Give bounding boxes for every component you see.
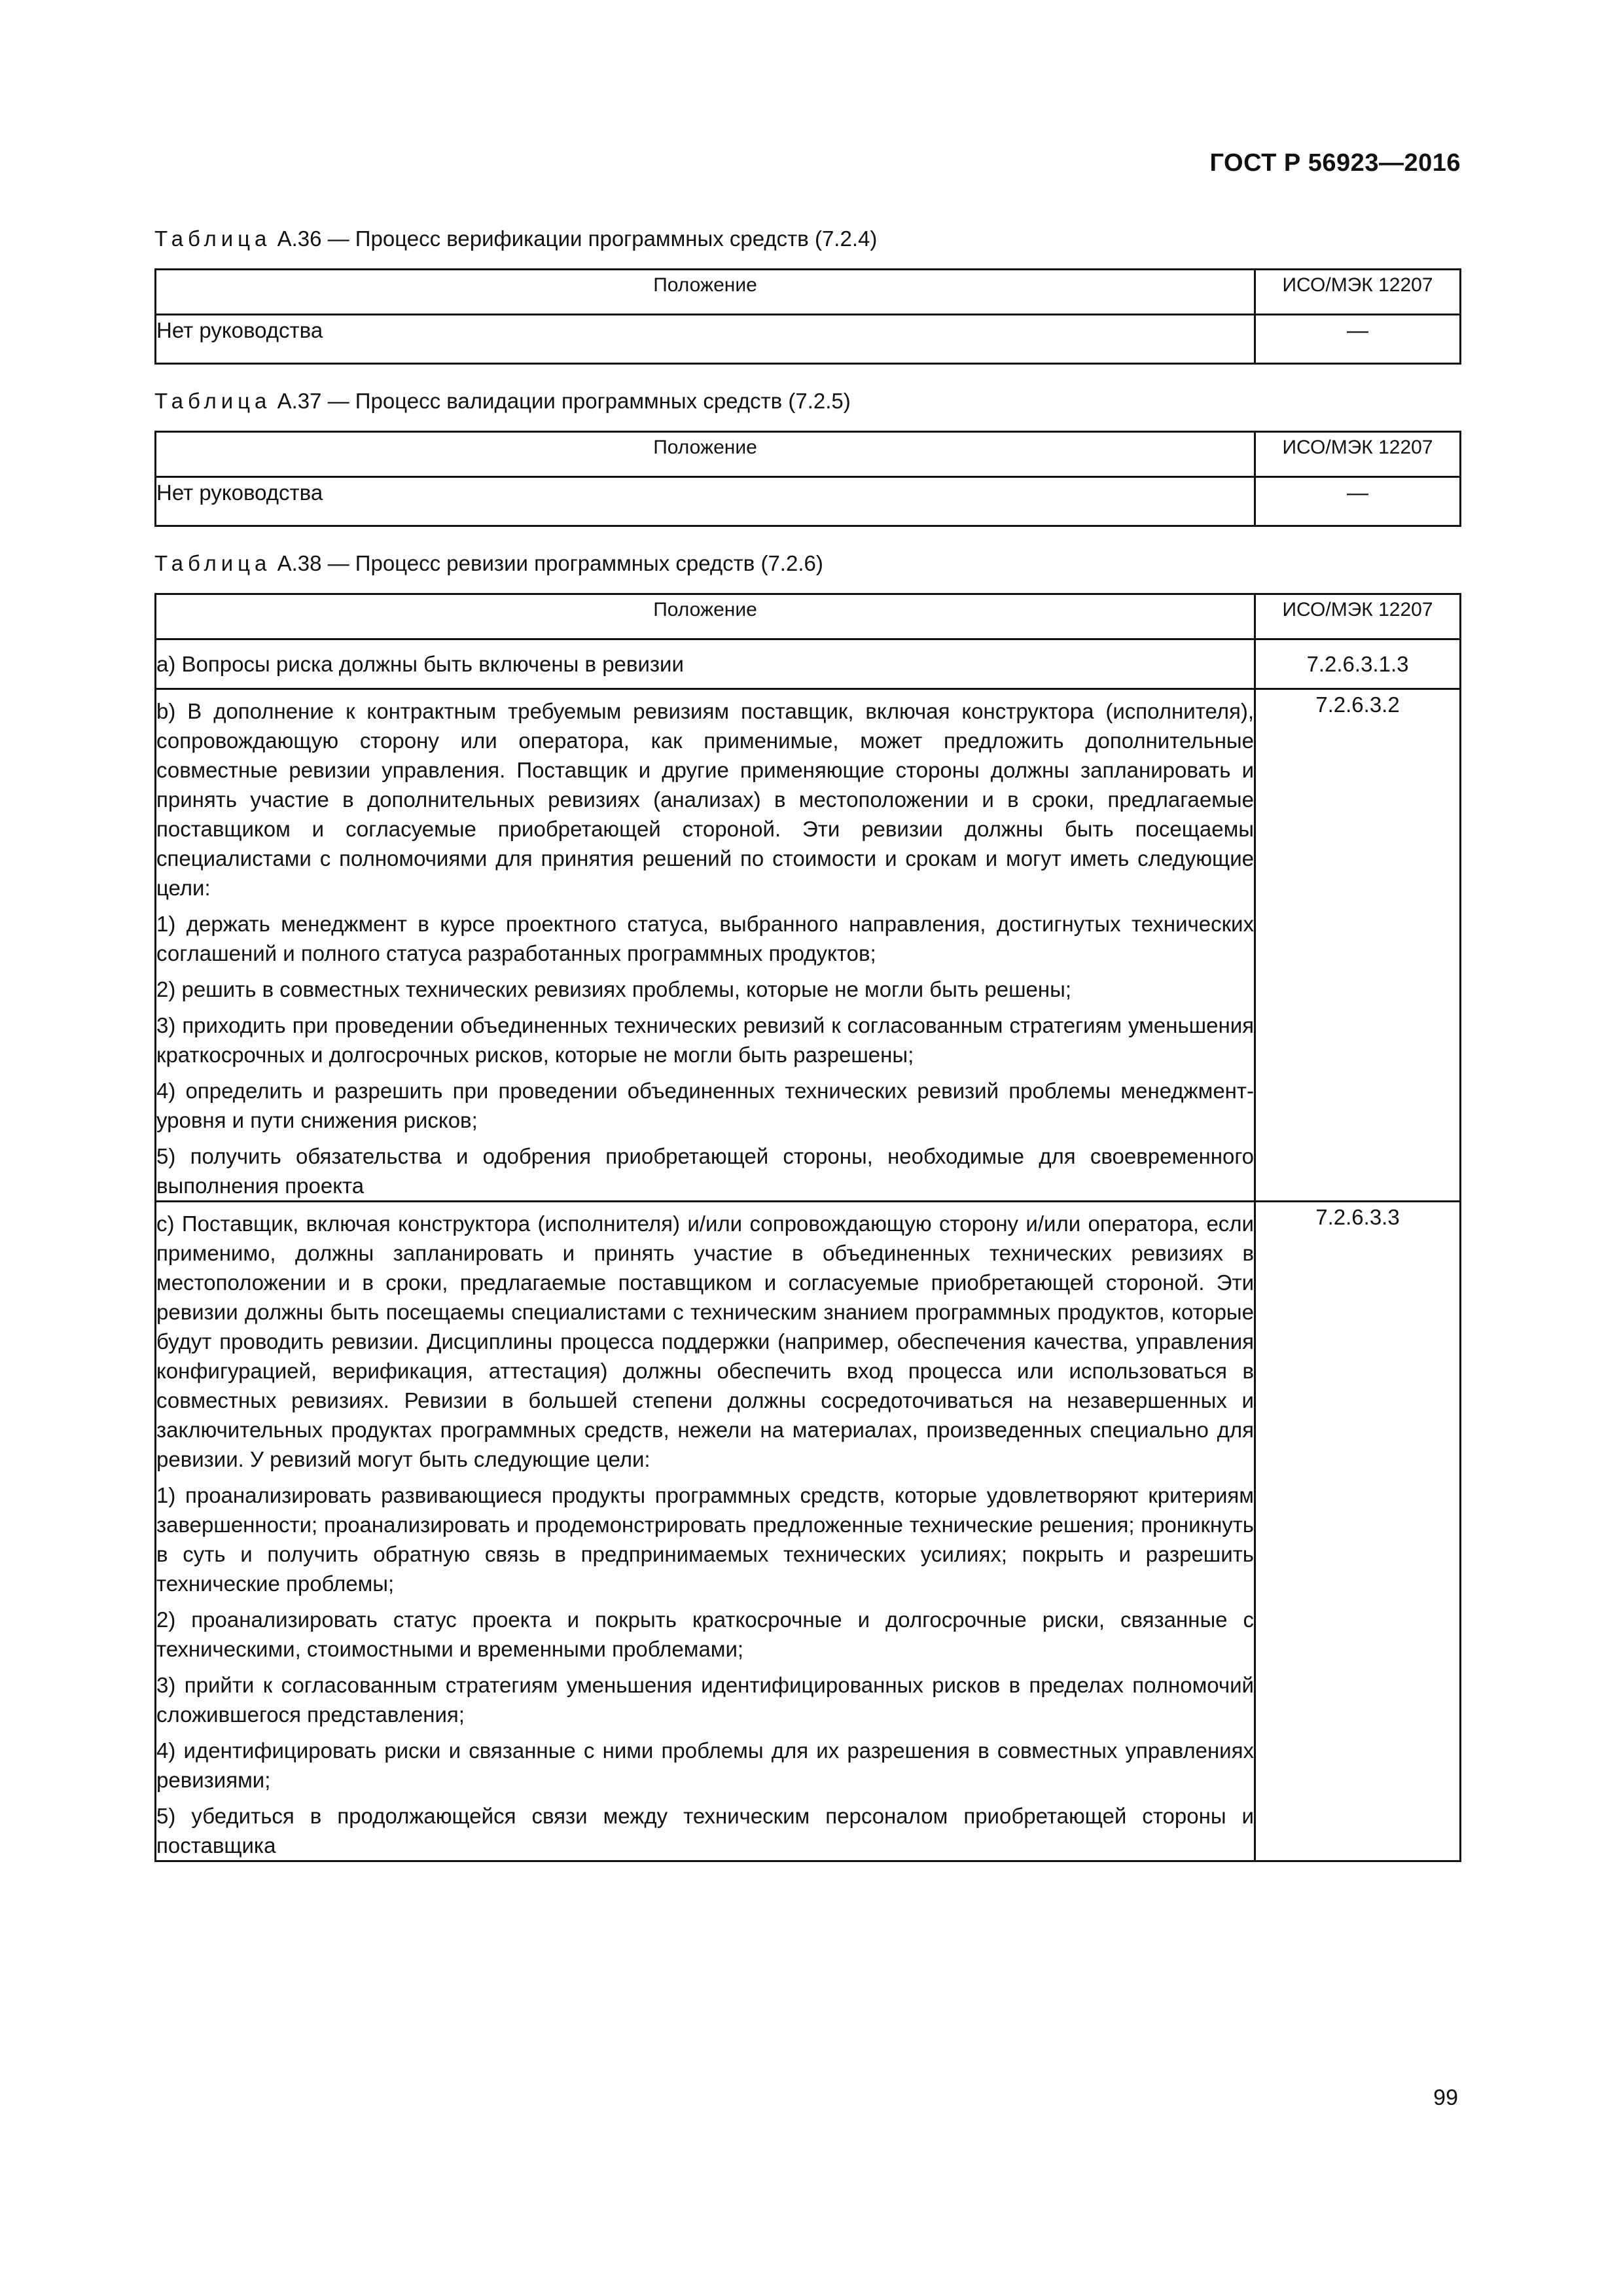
table-caption-a38 bbox=[154, 551, 823, 576]
paragraph: 2) решить в совместных технических ревизиях проблемы, которые не могли быть решены; bbox=[156, 977, 1072, 1001]
paragraph: 3) прийти к согласованным стратегиям уменьшения идентифицированных рисков в пределах полномочий сложившегося представления; bbox=[156, 1673, 1254, 1727]
caption-keyword: Таблица bbox=[154, 551, 272, 575]
col-header-provision: Положение bbox=[156, 432, 1255, 477]
row-ref: 7.2.6.3.1.3 bbox=[1255, 639, 1461, 689]
paragraph: 5) убедиться в продолжающейся связи между техническим персоналом приобретающей стороны и поставщика bbox=[156, 1804, 1254, 1857]
col-header-iso: ИСО/МЭК 12207 bbox=[1255, 270, 1461, 315]
table-row bbox=[156, 689, 1461, 1202]
table-row bbox=[156, 1202, 1461, 1861]
paragraph: 3) приходить при проведении объединенных технических ревизий к согласованным стратегиям уменьшения краткосрочных и долгосрочных рисков, которые не могли быть разрешены; bbox=[156, 1013, 1254, 1067]
table-a38 bbox=[154, 593, 1461, 1862]
table-row bbox=[156, 315, 1461, 364]
paragraph: 4) определить и разрешить при проведении объединенных технических ревизий проблемы менеджмент-уровня и пути снижения рисков; bbox=[156, 1079, 1254, 1132]
caption-text: А.37 — Процесс валидации программных средств (7.2.5) bbox=[277, 389, 851, 413]
col-header-provision: Положение bbox=[156, 594, 1255, 639]
row-ref: 7.2.6.3.3 bbox=[1255, 1202, 1461, 1861]
page-number: 99 bbox=[1433, 2085, 1458, 2110]
table-row bbox=[156, 639, 1461, 689]
row-text: Нет руководства bbox=[156, 315, 1255, 364]
paragraph: 4) идентифицировать риски и связанные с ними проблемы для их разрешения в совместных управлениях ревизиями; bbox=[156, 1738, 1254, 1792]
table-caption-a37 bbox=[154, 389, 851, 414]
col-header-iso: ИСО/МЭК 12207 bbox=[1255, 594, 1461, 639]
caption-keyword: Таблица bbox=[154, 389, 272, 413]
paragraph: 2) проанализировать статус проекта и покрыть краткосрочные и долгосрочные риски, связанные с техническими, стоимостными и временными проблемами; bbox=[156, 1607, 1254, 1661]
paragraph: 1) держать менеджмент в курсе проектного статуса, выбранного направления, достигнутых технических соглашений и полного статуса разработанных программных продуктов; bbox=[156, 912, 1254, 965]
col-header-iso: ИСО/МЭК 12207 bbox=[1255, 432, 1461, 477]
row-ref: — bbox=[1255, 477, 1461, 526]
col-header-provision: Положение bbox=[156, 270, 1255, 315]
table-row bbox=[156, 477, 1461, 526]
table-header-row bbox=[156, 594, 1461, 639]
paragraph: 5) получить обязательства и одобрения приобретающей стороны, необходимые для своевременного выполнения проекта bbox=[156, 1144, 1254, 1198]
row-text bbox=[156, 689, 1255, 1202]
row-text bbox=[156, 639, 1255, 689]
paragraph: b) В дополнение к контрактным требуемым ревизиям поставщик, включая конструктора (исполнителя), сопровождающую сторону или оператора, как применимые, может предложить дополнительные совместные ревизии управления. Поставщик и другие применяющие стороны должны запланировать и принять участие в дополнительных ревизиях (анализах) в местоположении и в сроки, предлагаемые поставщиком и согласуемые приобретающей стороной. Эти ревизии должны быть посещаемы специалистами с полномочиями для принятия решений по стоимости и срокам и могут иметь следующие цели: bbox=[156, 699, 1254, 900]
paragraph: a) Вопросы риска должны быть включены в ревизии bbox=[156, 652, 684, 676]
standard-id: ГОСТ Р 56923—2016 bbox=[1209, 149, 1461, 177]
table-header-row bbox=[156, 270, 1461, 315]
row-text: Нет руководства bbox=[156, 477, 1255, 526]
row-text bbox=[156, 1202, 1255, 1861]
table-caption-a36 bbox=[154, 226, 877, 251]
paragraph: 1) проанализировать развивающиеся продукты программных средств, которые удовлетворяют критериям завершенности; проанализировать и продемонстрировать предложенные технические решения; проникнуть в суть и получить обратную связь в предпринимаемых технических усилиях; покрыть и разрешить технические проблемы; bbox=[156, 1483, 1254, 1596]
row-ref: 7.2.6.3.2 bbox=[1255, 689, 1461, 1202]
table-header-row bbox=[156, 432, 1461, 477]
caption-text: А.36 — Процесс верификации программных средств (7.2.4) bbox=[277, 226, 878, 251]
row-ref: — bbox=[1255, 315, 1461, 364]
table-a36 bbox=[154, 268, 1461, 365]
paragraph: c) Поставщик, включая конструктора (исполнителя) и/или сопровождающую сторону и/или оператора, если применимо, должны запланировать и принять участие в объединенных технических ревизиях в местоположении и в сроки, предлагаемые поставщиком и согласуемые приобретающей стороной. Эти ревизии должны быть посещаемы специалистами с техническим знанием программных продуктов, которые будут проводить ревизии. Дисциплины процесса поддержки (например, обеспечения качества, управления конфигурацией, верификация, аттестация) должны обеспечить вход процесса или использоваться в совместных ревизиях. Ревизии в большей степени должны сосредоточиваться на незавершенных и заключительных продуктах программных средств, нежели на материалах, произведенных специально для ревизии. У ревизий могут быть следующие цели: bbox=[156, 1211, 1254, 1471]
caption-text: А.38 — Процесс ревизии программных средств (7.2.6) bbox=[277, 551, 823, 575]
table-a37 bbox=[154, 431, 1461, 527]
caption-keyword: Таблица bbox=[154, 226, 272, 251]
